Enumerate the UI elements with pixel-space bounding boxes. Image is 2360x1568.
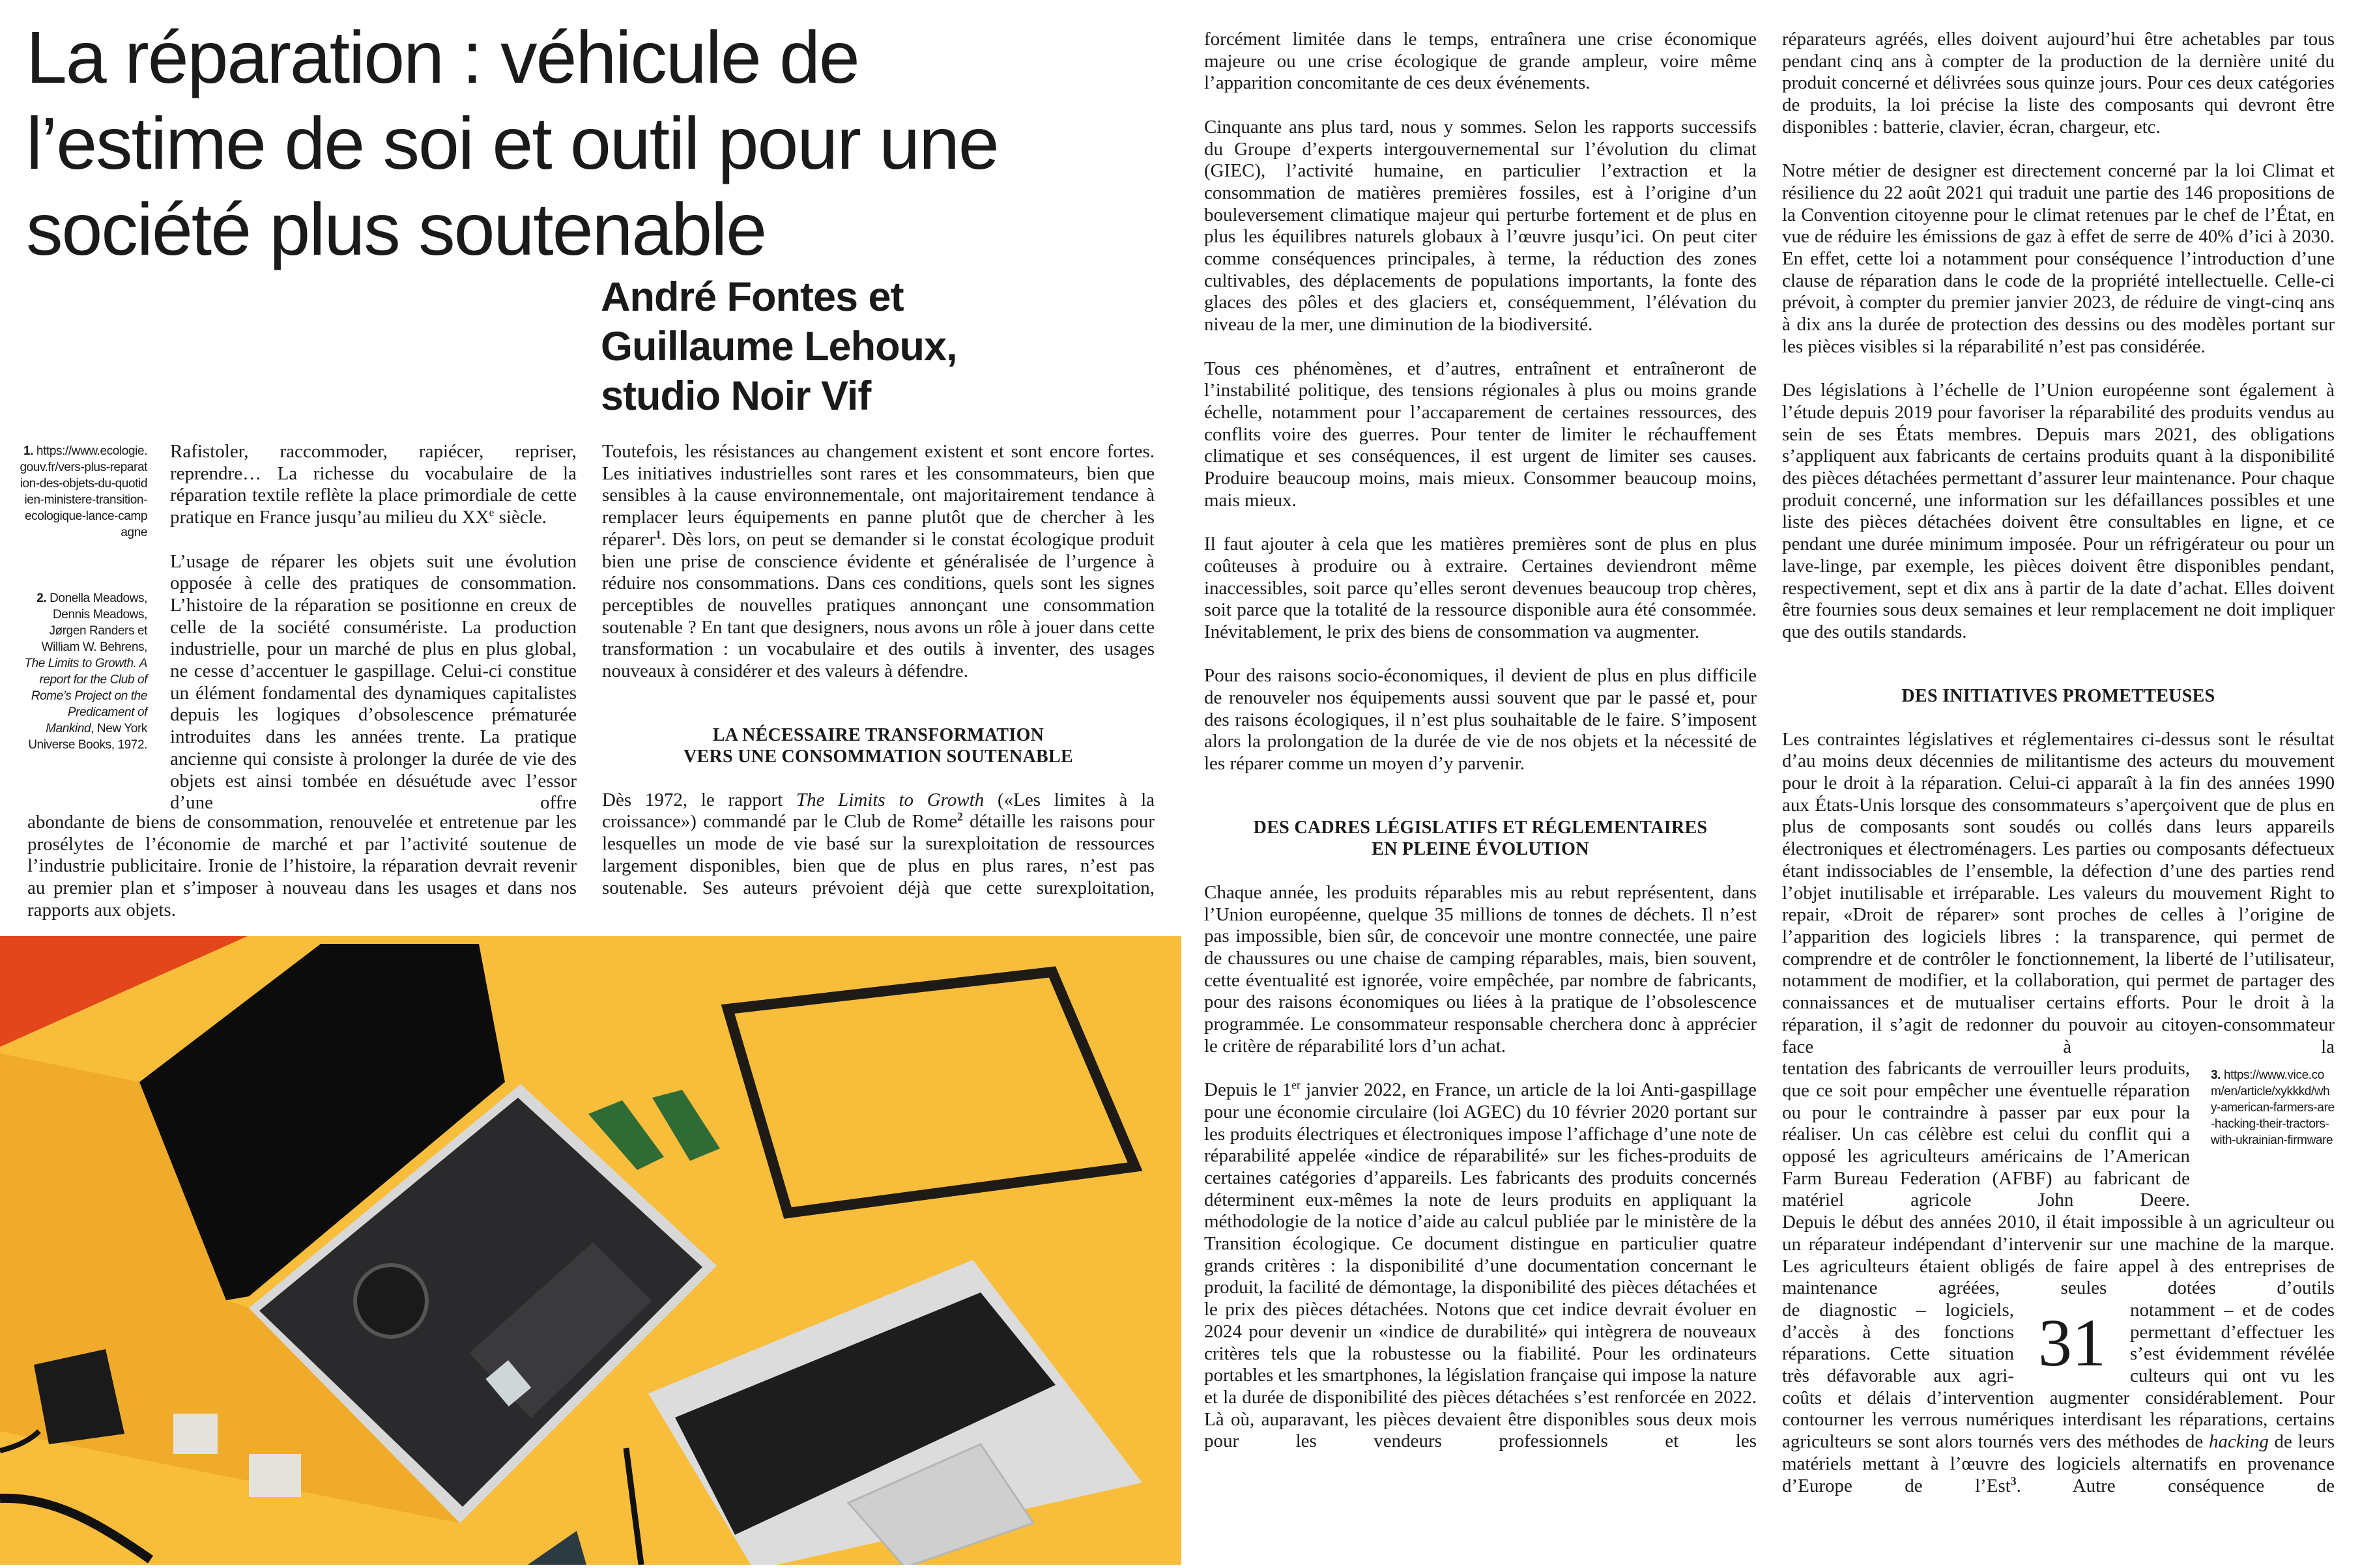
paragraph: réparateurs agréés, elles doivent aujourd’hui être achetables par tous pendant cinq ans à compter de la production de la dernière unité du produit concerné et délivrées sous quinze jours. Pour ces deux catégories de produits, la loi précise la liste des composants qui devront être disponibles : batterie, clavier, écran, chargeur, etc. — [1782, 29, 2335, 137]
paragraph: Des législations à l’échelle de l’Union européenne sont également à l’étude depuis 2019 pour favoriser la réparabilité des produits vendus au sein de ses États membres. Depuis mars 2021, des obligations s’appliquent aux fabricants de certains produits quant à la disponibilité des pièces détachées permettant d’assurer leur maintenance. Pour chaque produit concerné, une information sur les défaillances possibles et une liste des pièces détachées doivent être consultables en ligne, et ce pendant une durée minimum imposée. Pour un réfrigérateur ou pour un lave-linge, par exemple, les pièces doivent être disponibles pendant, respectivement, sept et dix ans à partir de la date d’achat. Elles doivent être fournies sous deux semaines et leur remplacement ne doit impliquer que des outils standards. — [1782, 380, 2335, 642]
title-line: société plus soutenable — [26, 188, 766, 270]
page-number: 31 — [2038, 1305, 2106, 1381]
usb-adapter — [173, 1414, 218, 1454]
paragraph: Tous ces phénomènes, et d’autres, entraînent et entraîneront de l’instabilité politique, des tensions régionales à plus ou moins grande échelle, notamment pour l’accaparement de certaines ressources, des conflits voire des guerres. Pour tenter de limiter le réchauffement climatique et ses conséquences, il est urgent de limiter ses causes. Produire beaucoup moins, mais mieux. Consommer beaucoup moins, mais mieux. — [1204, 358, 1757, 511]
column-4 — [1782, 29, 2335, 1497]
paragraph: Cinquante ans plus tard, nous y sommes. Selon les rapports successifs du Groupe d’experts intergouvernemental sur l’évolution du climat (GIEC), l’activité humaine, en particulier l’extraction et la consommation de matières premières fossiles, est à l’origine d’un bouleversement climatique majeur qui perturbe fortement et de plus en plus les équilibres naturels globaux à l’œuvre jusqu’ici. On peut citer comme conséquences principales, à terme, la réduction des zones cultivables, des déplacements de populations importants, la fonte des glaces des pôles et des glaciers et, conséquemment, l’élévation du niveau de la mer, une diminution de la biodiversité. — [1204, 116, 1757, 335]
paragraph: Dès 1972, le rapport The Limits to Growth («Les limites à la croissance») commandé par le Club de Rome$^2$ détaille les raisons pour lesquelles un mode de vie basé sur la surexploitation de ressources largement disponibles, bien que de plus en plus rares, n’est pas soutenable. Ses auteurs prévoient déjà que cette surexploitation, — [602, 789, 1155, 898]
footnote-1 — [20, 443, 147, 541]
footnote-ref[interactable]: 2 — [957, 810, 963, 823]
footnote-number: 1. — [23, 444, 34, 458]
author-line: Guillaume Lehoux, — [601, 324, 957, 369]
section-heading: DES INITIATIVES PROMETTEUSES — [1901, 685, 2215, 706]
paragraph: Rafistoler, raccommoder, rapiécer, repriser, reprendre… La richesse du vocabulaire de la réparation textile reflète la place primordiale de cette pratique en France jusqu’au milieu du XXe siècle. — [170, 441, 577, 528]
article-title — [26, 14, 1134, 272]
footnote-text[interactable]: https://www.vice.com/en/article/xykkkd/why-american-farmers-are-hacking-their-tractors-with-ukrainian-firmware — [2211, 1068, 2335, 1148]
title-line: l’estime de soi et outil pour une — [26, 102, 998, 184]
column-2 — [602, 441, 1155, 899]
column-1-narrow — [170, 441, 577, 814]
footnote-2 — [20, 590, 147, 753]
article-authors — [601, 272, 1122, 421]
paragraph: Il faut ajouter à cela que les matières premières sont de plus en plus coûteuses à produire ou à extraire. Certaines deviendront même inaccessibles, soit parce qu’elles seront devenues beaucoup trop chères, soit parce que la totalité de la ressource disponible aura été consommée. Inévitablement, le prix des biens de consommation va augmenter. — [1204, 534, 1757, 642]
footnote-ref[interactable]: 3 — [2010, 1474, 2017, 1487]
footnote-text[interactable]: https://www.ecologie.gouv.fr/vers-plus-reparation-des-objets-du-quotidien-ministere-transition-ecologique-lance-campagne — [20, 444, 147, 539]
paragraph-fragment: de diagnostic – logiciels, d’accès à des fonctions réparations. Cette situation très défavorable aux agri- — [1782, 1299, 2014, 1387]
column-3 — [1204, 29, 1757, 1453]
paragraph: Les contraintes législatives et réglementaires ci-dessus sont le résultat d’au moins deux décennies de militantisme des acteurs du mouvement pour le droit à la réparation. Celui-ci apparaît à la fin des années 1990 aux États-Unis lorsque des consommateurs s’aperçoivent que de plus en plus de composants sont soudés ou collés dans leurs appareils électroniques et électroménagers. Les parties ou composants défectueux étant indissociables de l’ensemble, la défection d’une des parties rend l’objet inutilisable et irréparable. Les valeurs du mouvement Right to repair, «Droit de réparer» sont proches de celles à l’origine de l’apparition des logiciels libres : la transparence, qui permet de comprendre et de contrôler le fonctionnement, la liberté de l’utilisateur, notamment de modifier, et la collaboration, qui permet de partager des connaissances et de mutualiser certains efforts. Pour le droit à la réparation, il s’agit de redonner du pouvoir au citoyen-consommateur face à la — [1782, 728, 2335, 1057]
author-line: studio Noir Vif — [601, 373, 871, 419]
footnote-3 — [2211, 1067, 2335, 1212]
usb-adapter — [249, 1454, 301, 1497]
footnote-number: 2. — [36, 592, 47, 605]
paragraph: forcément limitée dans le temps, entraînera une crise économique majeure ou une crise écologique de grande ampleur, voire même l’apparition concomitante de ces deux événements. — [1204, 29, 1757, 94]
paragraph: L’usage de réparer les objets suit une évolution opposée à celle des pratiques de consommation. L’histoire de la réparation se positionne en creux de celle de la société consumériste. La production industrielle, pour un marché de plus en plus global, ne cesse d’accentuer le gaspillage. Celui-ci constitue un élément fondamental des dynamiques capitalistes depuis les logiques d’obsolescence prématurée introduites dans les années trente. La pratique ancienne qui consiste à prolonger la durée de vie des objets est ainsi tombée en désuétude avec l’essor d’une offre — [170, 550, 577, 814]
author-line: André Fontes et — [601, 274, 904, 320]
footnote-ref[interactable]: 1 — [655, 528, 661, 541]
title-line: La réparation : véhicule de — [26, 16, 859, 98]
photo-illustration — [0, 936, 1181, 1565]
footnote-book-title: The Limits to Growth. A report for the Club of Rome’s Project on the Predicament of Mankind — [24, 657, 147, 735]
laptop-repair-photo — [0, 936, 1181, 1565]
section-heading: DES CADRES LÉGISLATIFS ET RÉGLEMENTAIRES EN PLEINE ÉVOLUTION — [1253, 817, 1708, 859]
page-number-block — [1782, 1300, 2335, 1388]
section-heading: LA NÉCESSAIRE TRANSFORMATION VERS UNE CONSOMMATION SOUTENABLE — [684, 724, 1073, 767]
footnote-number: 3. — [2211, 1068, 2221, 1083]
paragraph: coûts et délais d’intervention augmenter considérablement. Pour contourner les verrous numériques interdisant les réparations, certains agriculteurs se sont alors tournés vers des méthodes de hacking de leurs matériels mettant à l’œuvre des logiciels alternatifs en provenance d’Europe de l’Est$^3$. Autre conséquence de — [1782, 1387, 2335, 1496]
paragraph: tentation des fabricants de verrouiller leurs produits, que ce soit pour empêcher une éventuelle réparation ou pour le contraindre à passer par eux pour la réaliser. Un cas célèbre est celui du conflit qui a opposé les agriculteurs américains de l’American Farm Bureau Federation (AFBF) au fabricant de matériel agricole John Deere. — [1782, 1058, 2190, 1211]
paragraph: Depuis le début des années 2010, il était impossible à un agriculteur ou un réparateur indépendant d’intervenir sur une machine de la marque. Les agriculteurs étaient obligés de faire appel à des entreprises de maintenance agréées, seules dotées d’outils — [1782, 1212, 2335, 1299]
column-1-full — [27, 812, 577, 943]
footnote-text: Donella Meadows, Dennis Meadows, Jørgen Randers et William W. Behrens, — [41, 592, 147, 654]
paragraph: Notre métier de designer est directement concerné par la loi Climat et résilience du 22 août 2021 qui traduit une partie des 146 propositions de la Convention citoyenne pour le climat retenues par le chef de l’État, en vue de réduire les émissions de gaz à effet de serre de 40% d’ici à 2030. En effet, cette loi a notamment pour conséquence l’introduction d’une clause de réparation dans le code de la propriété intellectuelle. Celle-ci prévoit, à compter du premier janvier 2023, de réduire de vingt-cinq ans à dix ans la durée de protection des dessins ou des modèles portant sur les pièces visibles si la réparabilité n’est pas considérée. — [1782, 160, 2335, 357]
paragraph: Pour des raisons socio-économiques, il devient de plus en plus difficile de renouveler nos équipements aussi souvent que par le passé et, pour des raisons écologiques, il n’est plus souhaitable de le faire. S’imposent alors la prolongation de la durée de vie de nos objets et la nécessité de les réparer comme un moyen d’y parvenir. — [1204, 665, 1757, 775]
footnote-text: , New York Universe Books, 1972. — [28, 722, 147, 752]
paragraph-with-note — [1782, 1058, 2335, 1212]
paragraph: Toutefois, les résistances au changement existent et sont encore fortes. Les initiatives industrielles sont rares et les consommateurs, bien que sensibles à la cause environnementale, ont majoritairement tendance à remplacer leurs équipements en panne plutôt que de chercher à les réparer$^1$. Dès lors, on peut se demander si le constat écologique produit bien une prise de conscience évidente et généralisée de l’urgence à réduire nos consommations. Dans ces conditions, quels sont les signes perceptibles de nouvelles pratiques annonçant une consommation soutenable ? En tant que designers, nous avons un rôle à jouer dans cette transformation : un vocabulaire et des outils à inventer, des usages nouveaux à considérer et des valeurs à défendre. — [602, 441, 1155, 682]
paragraph-fragment: notamment – et de codes permettant d’effectuer les s’est évidemment révélée culteurs qui ont vu les — [2130, 1299, 2335, 1387]
paragraph: abondante de biens de consommation, renouvelée et entretenue par les prosélytes de l’économie de marché et par l’activité soutenue de l’industrie publicitaire. Ironie de l’histoire, la réparation devrait revenir au premier plan et s’imposer à nouveau dans les usages et dans nos rapports aux objets. — [27, 812, 577, 920]
fan — [355, 1265, 427, 1337]
paragraph: Chaque année, les produits réparables mis au rebut représentent, dans l’Union européenne, quelque 35 millions de tonnes de déchets. Il n’est pas impossible, bien sûr, de concevoir une montre connectée, une paire de chaussures ou une chaise de camping réparables, mais, bien souvent, cette éventualité est ignorée, voire empêchée, par nombre de fabricants, pour des raisons économiques ou liées à la pratique de l’obsolescence programmée. Le consommateur responsable cherchera donc à apprécier le critère de réparabilité lors d’un achat. — [1204, 881, 1757, 1057]
paragraph: Depuis le 1er janvier 2022, en France, un article de la loi Anti-gaspillage pour une économie circulaire (loi AGEC) du 10 février 2020 portant sur les produits électriques et électroniques impose l’affichage d’une note de réparabilité appelée «indice de réparabilité» sur les fiches-produits de certaines catégories d’appareils. Les fabricants des produits concernés déterminent eux-mêmes la note de leurs produits en appliquant la méthodologie de la notice d’aide au calcul publiée par le ministère de la Transition écologique. Ce document distingue en particulier quatre grands critères : la disponibilité d’une documentation concernant le produit, la facilité de démontage, la disponibilité des pièces détachées et le prix des pièces détachées. Notons que cet indice devrait évoluer en 2024 pour devenir un «indice de durabilité» qui intègrera de nouveaux critères tels que la robustesse ou la fiabilité. Pour les ordinateurs portables et les smartphones, la législation française qui impose la nature et la durée de disponibilité des pièces détachées s’est renforcée en 2022. Là où, auparavant, les pièces devaient être disponibles sous deux mois pour les vendeurs professionnels et les — [1204, 1078, 1757, 1452]
